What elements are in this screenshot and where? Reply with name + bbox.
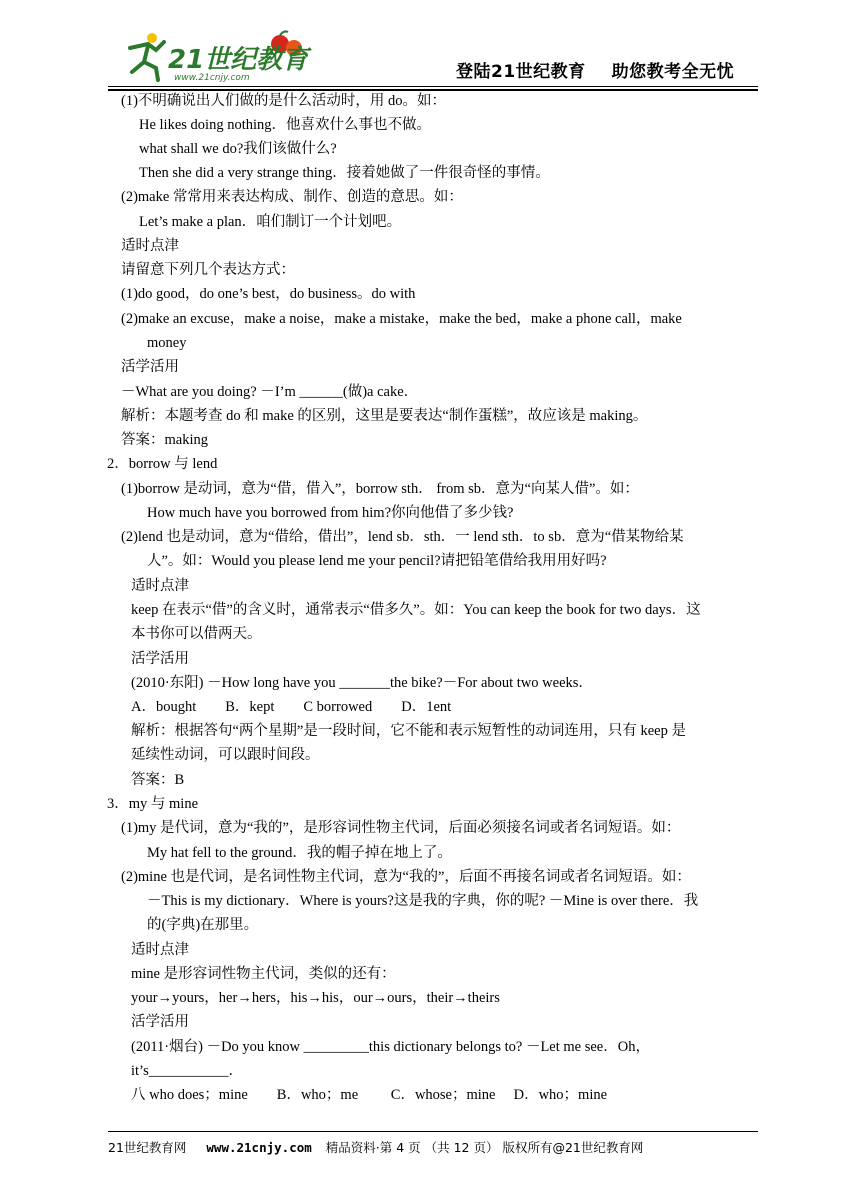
text-line: keep 在表示“借”的含义时，通常表示“借多久”。如：You can keep the book for two days．这 [131,602,701,618]
text-line: (2)mine 也是代词，是名词性物主代词，意为“我的”，后面不再接名词或者名词短语。如： [121,869,691,885]
text-line: (2)make 常常用来表达构成、制作、创造的意思。如： [121,189,463,205]
text-line: money [147,335,187,351]
page-header [0,0,860,90]
text-line: Then she did a very strange thing．接着她做了一件很奇怪的事情。 [139,165,550,181]
text-line: 的(字典)在那里。 [147,917,259,933]
text-line: A．bought B．kept C borrowed D．1ent [131,699,452,715]
header-slogan [456,57,734,82]
text-line: 适时点津 [121,238,179,254]
text-line: 2．borrow 与 lend [107,456,218,472]
page-footer [108,1138,758,1156]
footer-info: 精品资料·第 4 页 （共 12 页） 版权所有@21世纪教育网 [325,1140,644,1155]
logo-text: 21世纪教育 [168,45,309,75]
text-line: 八 who does；mine B．who；me C．whose；mine D．who；mine [131,1087,608,1103]
text-line: 答案：making [121,432,208,448]
text-line: 人”。如：Would you please lend me your pencil?请把铅笔借给我用用好吗? [147,553,607,569]
text-line: 活学活用 [131,1014,189,1030]
text-line: (2011·烟台) －Do you know _________this dictionary belongs to? －Let me see．Oh， [131,1039,650,1055]
header-rule [108,86,758,87]
text-line: your→yours，her→hers，his→his，our→ours，their→theirs [131,990,500,1006]
text-line: How much have you borrowed from him?你向他借了多少钱? [147,505,514,521]
logo-url: www.21cnjy.com [174,73,250,83]
text-line: what shall we do?我们该做什么? [139,141,337,157]
text-line: mine 是形容词性物主代词，类似的还有： [131,966,396,982]
text-line: Let’s make a plan．咱们制订一个计划吧。 [139,214,402,230]
footer-url[interactable]: www.21cnjy.com [206,1140,312,1155]
text-line: 3．my 与 mine [107,796,199,812]
text-line: －What are you doing? －I’m ______(做)a cake． [121,384,419,400]
text-line: 活学活用 [131,651,189,667]
text-line: My hat fell to the ground．我的帽子掉在地上了。 [147,845,452,861]
text-line: 本书你可以借两天。 [131,626,262,642]
text-line: (1)borrow 是动词，意为“借，借入”，borrow sth． from sb．意为“向某人借”。如： [121,481,639,497]
footer-site: 21世纪教育网 [108,1140,187,1155]
text-line: (2010·东阳) －How long have you _______the bike?－For about two weeks． [131,675,593,691]
slogan-help: 助您教考全无忧 [611,62,735,82]
text-line: (1)不明确说出人们做的是什么活动时，用 do。如： [121,93,447,109]
text-line: 适时点津 [131,942,189,958]
site-logo [112,28,312,84]
text-line: 解析：本题考查 do 和 make 的区别，这里是要表达“制作蛋糕”，故应该是 making。 [121,408,648,424]
text-line: 解析：根据答句“两个星期”是一段时间，它不能和表示短暂性的动词连用，只有 keep 是 [131,723,686,739]
text-line: 答案：B [131,772,185,788]
text-line: (2)lend 也是动词，意为“借给，借出”，lend sb．sth．一 lend sth．to sb．意为“借某物给某 [121,529,684,545]
footer-rule [108,1131,758,1132]
runner-icon [130,33,164,80]
text-line: He likes doing nothing．他喜欢什么事也不做。 [139,117,432,133]
text-line: 适时点津 [131,578,189,594]
text-line: 延续性动词，可以跟时间段。 [131,747,320,763]
text-line: (1)my 是代词，意为“我的”，是形容词性物主代词，后面必须接名词或者名词短语。如： [121,820,681,836]
text-line: it’s___________． [131,1063,243,1079]
text-line: －This is my dictionary．Where is yours?这是我的字典，你的呢? －Mine is over there．我 [147,893,699,909]
text-line: (2)make an excuse，make a noise，make a mistake，make the bed，make a phone call，make [121,311,682,327]
text-line: 请留意下列几个表达方式： [121,262,295,278]
text-line: (1)do good，do one’s best，do business。do with [121,286,416,302]
slogan-login: 登陆21世纪教育 [456,62,586,82]
text-line: 活学活用 [121,359,179,375]
